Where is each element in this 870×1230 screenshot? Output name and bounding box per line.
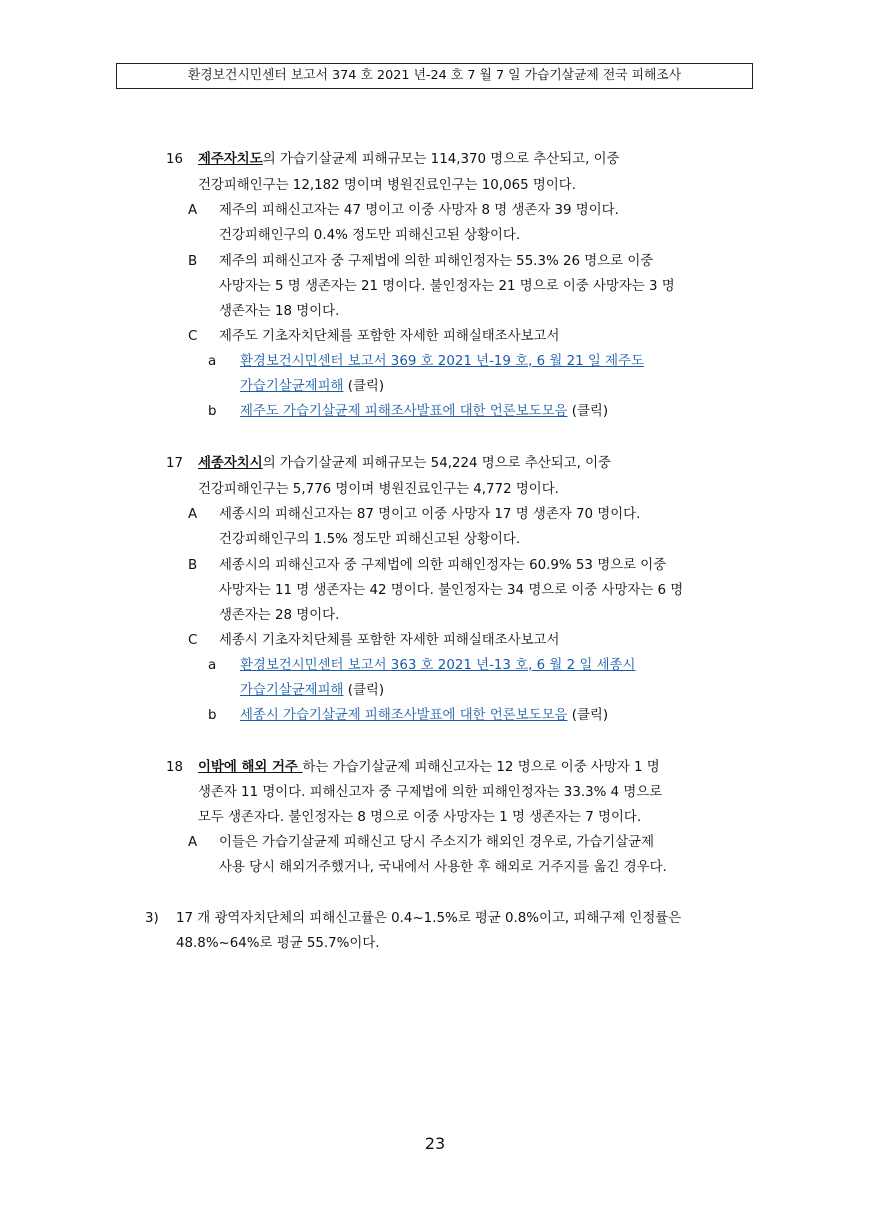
text: 사망자는 11 명 생존자는 42 명이다. 불인정자는 34 명으로 이중 사망자는 6 명 — [219, 583, 684, 598]
report-link[interactable]: 환경보건시민센터 보고서 363 호 2021 년-13 호, 6 월 2 일 세종시 — [240, 658, 636, 673]
text: 생존자는 28 명이다. — [219, 608, 340, 623]
press-link[interactable]: 세종시 가습기살균제 피해조사발표에 대한 언론보도모음 — [240, 708, 568, 723]
text: 제주의 피해신고자는 47 명이고 이중 사망자 8 명 생존자 39 명이다. — [219, 203, 619, 218]
text: 이들은 가습기살균제 피해신고 당시 주소지가 해외인 경우로, 가습기살균제 — [219, 835, 655, 850]
report-link-cont[interactable]: 가습기살균제피해 — [240, 379, 344, 394]
text — [240, 681, 384, 701]
text: 48.8%~64%로 평균 55.7%이다. — [176, 936, 380, 951]
sub-label: A — [188, 835, 198, 850]
sub-sub-label: b — [208, 404, 217, 419]
item-number: 16 — [166, 152, 184, 167]
sub-label: C — [188, 329, 198, 344]
region-name: 이밖에 해외 거주 — [198, 760, 303, 775]
item-heading — [198, 454, 611, 474]
item-number: 18 — [166, 760, 184, 775]
click-note: (클릭) — [567, 404, 609, 419]
region-name: 제주자치도 — [198, 152, 263, 167]
text: 의 가습기살균제 피해규모는 114,370 명으로 추산되고, 이중 — [262, 152, 620, 167]
sub-label: B — [188, 558, 198, 573]
text — [240, 377, 384, 397]
text: 건강피해인구는 5,776 명이며 병원진료인구는 4,772 명이다. — [198, 482, 559, 497]
sub-sub-label: b — [208, 708, 217, 723]
sub-label: B — [188, 254, 198, 269]
click-note: (클릭) — [567, 708, 609, 723]
report-link[interactable]: 환경보건시민센터 보고서 369 호 2021 년-19 호, 6 월 21 일 제주도 — [240, 354, 644, 369]
text: 생존자 11 명이다. 피해신고자 중 구제법에 의한 피해인정자는 33.3% 4 명으로 — [198, 785, 663, 800]
text: 세종시의 피해신고자 중 구제법에 의한 피해인정자는 60.9% 53 명으로 이중 — [219, 558, 667, 573]
text: 제주의 피해신고자 중 구제법에 의한 피해인정자는 55.3% 26 명으로 이중 — [219, 254, 654, 269]
text: 하는 가습기살균제 피해신고자는 12 명으로 이중 사망자 1 명 — [302, 760, 660, 775]
text: 생존자는 18 명이다. — [219, 304, 340, 319]
sub-sub-label: a — [208, 658, 217, 673]
text: 사망자는 5 명 생존자는 21 명이다. 불인정자는 21 명으로 이중 사망자는 3 명 — [219, 279, 675, 294]
text: 건강피해인구의 0.4% 정도만 피해신고된 상황이다. — [219, 228, 521, 243]
text: 모두 생존자다. 불인정자는 8 명으로 이중 사망자는 1 명 생존자는 7 명이다. — [198, 810, 642, 825]
page-number: 23 — [424, 1134, 446, 1153]
item-number: 3) — [145, 911, 159, 926]
document-header: 환경보건시민센터 보고서 374 호 2021 년-24 호 7 월 7 일 가습기살균제 전국 피해조사 — [116, 63, 753, 89]
text: 의 가습기살균제 피해규모는 54,224 명으로 추산되고, 이중 — [262, 456, 611, 471]
text: 세종시의 피해신고자는 87 명이고 이중 사망자 17 명 생존자 70 명이다. — [219, 507, 641, 522]
text: 건강피해인구는 12,182 명이며 병원진료인구는 10,065 명이다. — [198, 178, 576, 193]
sub-sub-label: a — [208, 354, 217, 369]
text: 세종시 기초자치단체를 포함한 자세한 피해실태조사보고서 — [219, 633, 560, 648]
sub-label: A — [188, 203, 198, 218]
press-link[interactable]: 제주도 가습기살균제 피해조사발표에 대한 언론보도모음 — [240, 404, 568, 419]
sub-label: C — [188, 633, 198, 648]
item-heading — [198, 150, 620, 170]
report-link-cont[interactable]: 가습기살균제피해 — [240, 683, 344, 698]
region-name: 세종자치시 — [198, 456, 263, 471]
sub-label: A — [188, 507, 198, 522]
text: 17 개 광역자치단체의 피해신고률은 0.4~1.5%로 평균 0.8%이고, 피해구제 인정률은 — [176, 911, 682, 926]
item-heading — [198, 758, 660, 778]
text: 사용 당시 해외거주했거나, 국내에서 사용한 후 해외로 거주지를 옮긴 경우다. — [219, 860, 667, 875]
click-note: (클릭) — [343, 683, 385, 698]
text — [240, 402, 608, 422]
text — [240, 706, 608, 726]
text: 제주도 기초자치단체를 포함한 자세한 피해실태조사보고서 — [219, 329, 560, 344]
text: 건강피해인구의 1.5% 정도만 피해신고된 상황이다. — [219, 532, 521, 547]
item-number: 17 — [166, 456, 184, 471]
click-note: (클릭) — [343, 379, 385, 394]
